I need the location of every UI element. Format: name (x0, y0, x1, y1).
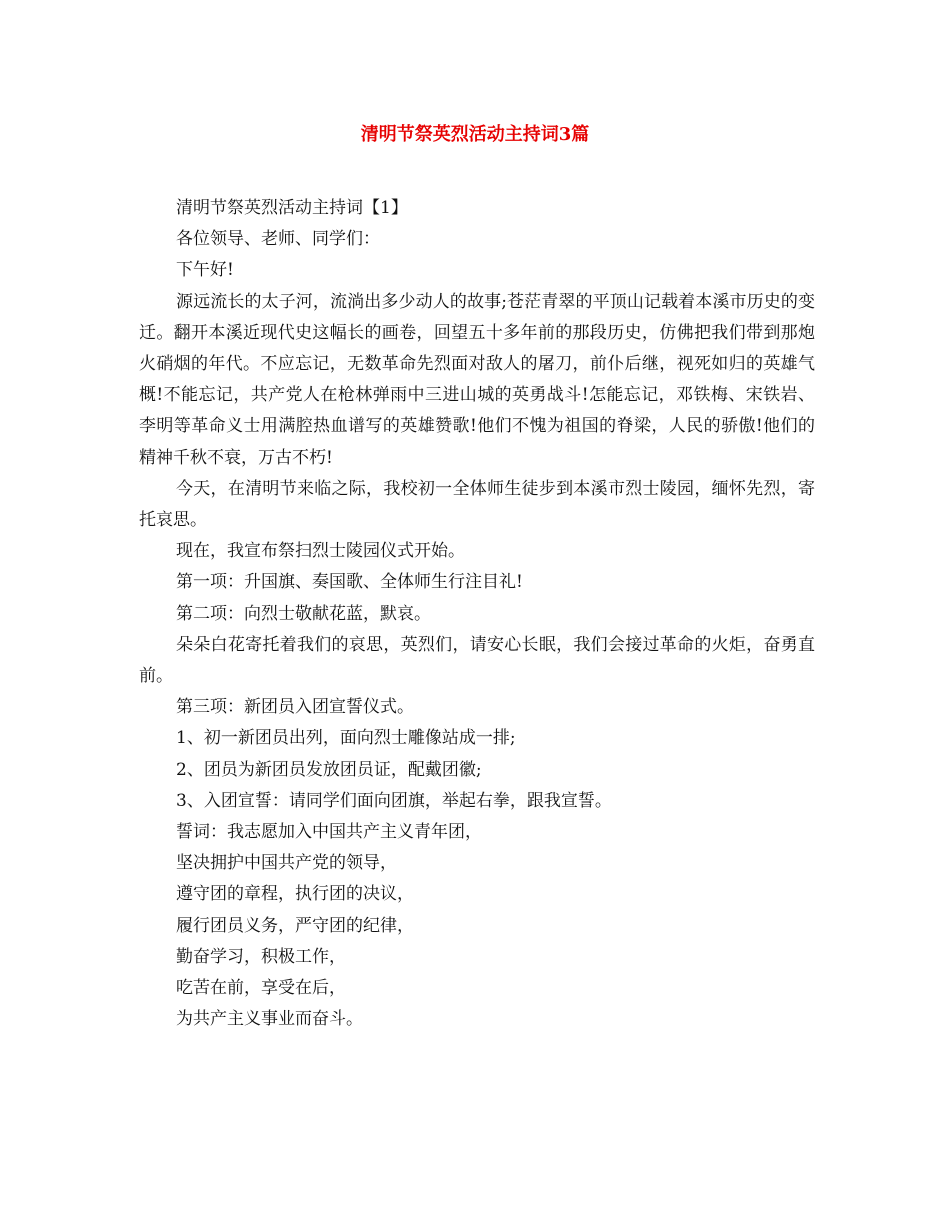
paragraph: 今天，在清明节来临之际，我校初一全体师生徒步到本溪市烈士陵园，缅怀先烈，寄托哀思。 (139, 478, 815, 531)
paragraph: 朵朵白花寄托着我们的哀思，英烈们，请安心长眠，我们会接过革命的火炬，奋勇直前。 (139, 634, 815, 687)
paragraph: 第一项：升国旗、奏国歌、全体师生行注目礼! (176, 572, 523, 593)
paragraph: 誓词：我志愿加入中国共产主义青年团， (176, 822, 482, 843)
paragraph: 坚决拥护中国共产党的领导， (176, 853, 397, 874)
paragraph: 遵守团的章程，执行团的决议， (176, 884, 414, 905)
paragraph: 第三项：新团员入团宣誓仪式。 (176, 697, 414, 718)
document-body (139, 193, 815, 1035)
paragraph: 现在，我宣布祭扫烈士陵园仪式开始。 (176, 541, 465, 562)
paragraph: 为共产主义事业而奋斗。 (176, 1009, 363, 1030)
paragraph: 下午好! (176, 260, 234, 281)
paragraph: 第二项：向烈士敬献花蓝，默哀。 (176, 603, 431, 624)
paragraph: 源远流长的太子河，流淌出多少动人的故事;苍茫青翠的平顶山记载着本溪市历史的变迁。翻开本溪近现代史这幅长的画卷，回望五十多年前的那段历史，仿佛把我们带到那炮火硝烟的年代。不应忘记，无数革命先烈面对敌人的屠刀，前仆后继，视死如归的英雄气概!不能忘记，共产党人在枪林弹雨中三进山城的英勇战斗!怎能忘记，邓铁梅、宋铁岩、李明等革命义士用满腔热血谱写的英雄赞歌!他们不愧为祖国的脊梁，人民的骄傲!他们的精神千秋不衰，万古不朽! (139, 291, 815, 468)
document-title: 清明节祭英烈活动主持词3篇 (360, 124, 590, 145)
paragraph: 勤奋学习，积极工作， (176, 946, 346, 967)
paragraph: 履行团员义务，严守团的纪律， (176, 915, 414, 936)
paragraph: 2、团员为新团员发放团员证，配戴团徽; (176, 759, 482, 780)
paragraph: 3、入团宣誓：请同学们面向团旗，举起右拳，跟我宣誓。 (176, 790, 612, 811)
paragraph: 清明节祭英烈活动主持词【1】 (176, 198, 408, 218)
paragraph: 1、初一新团员出列，面向烈士雕像站成一排; (176, 728, 516, 749)
paragraph: 吃苦在前，享受在后， (176, 978, 346, 999)
paragraph: 各位领导、老师、同学们： (176, 229, 380, 250)
